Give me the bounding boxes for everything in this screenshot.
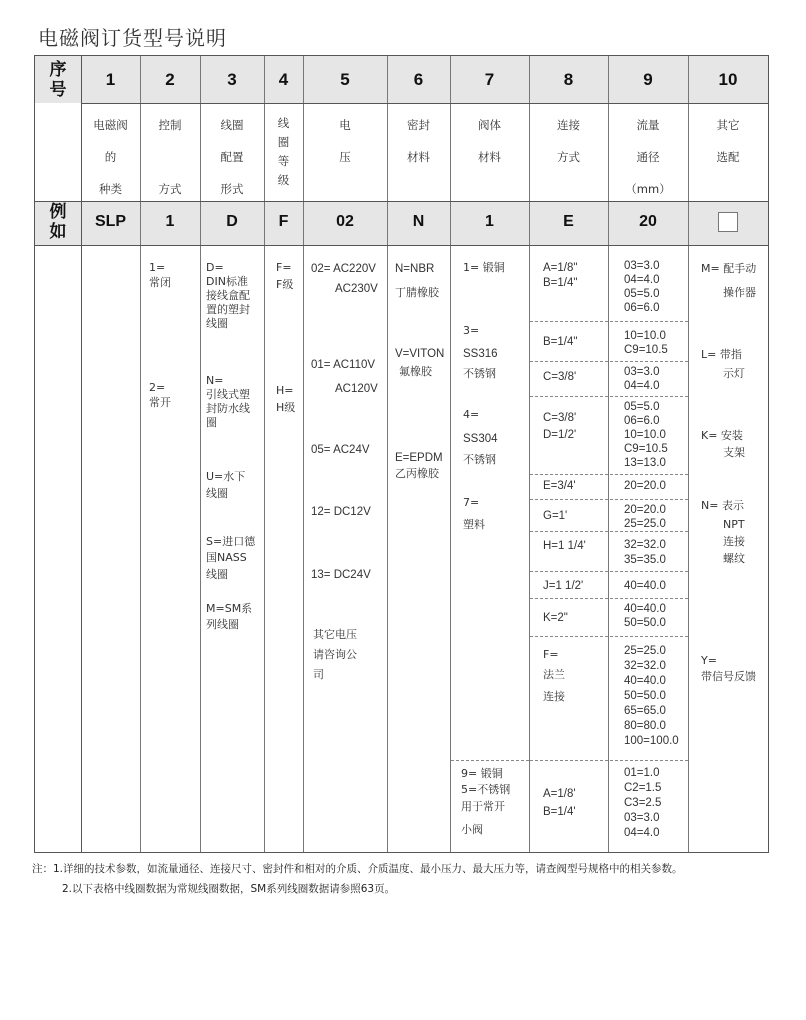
col9-item: 50=50.0 xyxy=(624,690,666,702)
col-divider xyxy=(303,56,304,852)
col-number: 8 xyxy=(563,70,574,89)
col5-item: 13= DC24V xyxy=(311,569,371,581)
col-number: 4 xyxy=(278,70,289,89)
col8-item: G=1' xyxy=(543,510,568,522)
col9-item: 05=5.0 xyxy=(624,401,660,413)
page-title: 电磁阀订货型号说明 xyxy=(38,26,227,50)
col3-item: 国NASS xyxy=(206,551,247,564)
col9-item: 35=35.0 xyxy=(624,554,666,566)
col5-item: 司 xyxy=(313,668,324,681)
col3-item: 接线盒配 xyxy=(206,289,250,302)
col9-item: 06=6.0 xyxy=(624,415,660,427)
col-divider xyxy=(387,56,388,852)
col8-item: J=1 1/2' xyxy=(543,580,584,592)
col4-item: H= xyxy=(276,384,294,397)
col9-item: 20=20.0 xyxy=(624,504,666,516)
col7-item: 7= xyxy=(463,496,480,509)
col9-item: 40=40.0 xyxy=(624,675,666,687)
col8-item: 连接 xyxy=(543,690,565,703)
dashed-divider xyxy=(530,499,688,500)
col8-item: K=2" xyxy=(543,612,568,624)
col10-item: K= 安装 xyxy=(701,429,743,442)
dashed-divider xyxy=(530,636,688,637)
col7-item: 不锈钢 xyxy=(463,367,496,380)
col6-item: 乙丙橡胶 xyxy=(395,467,439,480)
col-desc: 密封 材料 xyxy=(407,118,430,164)
col9-item: 03=3.0 xyxy=(624,812,660,824)
example-value: 20 xyxy=(639,213,657,230)
col-desc: 线圈 配置 形式 xyxy=(220,118,244,196)
col9-item: C2=1.5 xyxy=(624,782,662,794)
col6-item: 丁腈橡胶 xyxy=(395,286,439,299)
col4-item: F= xyxy=(276,261,292,274)
col2-item: 常闭 xyxy=(149,276,171,289)
col-desc: 连接 方式 xyxy=(557,118,580,164)
col3-item: 线圈 xyxy=(206,317,228,330)
col5-item: 请咨询公 xyxy=(313,648,357,661)
col9-item: 65=65.0 xyxy=(624,705,666,717)
col9-item: 03=3.0 xyxy=(624,260,660,272)
col5-item: AC120V xyxy=(335,383,378,395)
example-value: E xyxy=(563,213,574,230)
col10-item: 示灯 xyxy=(723,367,745,380)
col5-item: 其它电压 xyxy=(313,628,357,641)
col9-item: 20=20.0 xyxy=(624,480,666,492)
col3-item: N= xyxy=(206,374,224,387)
col10-item: Y= xyxy=(701,654,717,667)
row-divider xyxy=(81,103,768,104)
col7-item: 塑料 xyxy=(463,518,485,531)
col5-item: 01= AC110V xyxy=(311,359,376,371)
col9-item: 06=6.0 xyxy=(624,302,660,314)
col-desc: 其它 选配 xyxy=(716,118,740,164)
col5-item: AC230V xyxy=(335,283,378,295)
option-checkbox xyxy=(718,212,738,232)
col9-item: 100=100.0 xyxy=(624,735,679,747)
col4-item: F级 xyxy=(276,278,294,291)
col3-item: 封防水线 xyxy=(206,402,250,415)
col9-item: 10=10.0 xyxy=(624,330,666,342)
col6-item: 氟橡胶 xyxy=(399,365,432,378)
col-desc: 电 压 xyxy=(339,118,351,164)
col3-item: U=水下 xyxy=(206,470,246,483)
example-value: D xyxy=(226,213,238,230)
example-value: F xyxy=(278,213,289,230)
col-desc: 阀体 材料 xyxy=(478,118,501,164)
col8-item: B=1/4' xyxy=(543,806,576,818)
col9-item: 04=4.0 xyxy=(624,827,660,839)
col8-item: H=1 1/4' xyxy=(543,540,586,552)
col9-item: C9=10.5 xyxy=(624,344,668,356)
dashed-divider xyxy=(530,760,688,761)
col9-item: 05=5.0 xyxy=(624,288,660,300)
col3-item: 置的塑封 xyxy=(206,303,250,316)
col-number: 3 xyxy=(227,70,237,89)
dashed-divider xyxy=(530,571,688,572)
col10-item: L= 带指 xyxy=(701,348,742,361)
col3-item: D= xyxy=(206,261,224,274)
col9-item: C9=10.5 xyxy=(624,443,668,455)
col-desc: 控制 方式 xyxy=(158,118,182,196)
col8-item: C=3/8' xyxy=(543,371,577,383)
seq-label: 序号 xyxy=(49,60,67,100)
col-number: 10 xyxy=(718,70,738,89)
example-value: 1 xyxy=(165,213,175,230)
col-divider xyxy=(529,56,530,852)
col9-item: 25=25.0 xyxy=(624,645,666,657)
col9-item: 10=10.0 xyxy=(624,429,666,441)
col2-item: 2= xyxy=(149,381,166,394)
col7-item: 4= xyxy=(463,408,480,421)
col9-item: 50=50.0 xyxy=(624,617,666,629)
col3-item: M=SM系 xyxy=(206,602,253,615)
col7-item: SS316 xyxy=(463,348,498,360)
col10-item: N= 表示 xyxy=(701,499,744,512)
col3-item: 线圈 xyxy=(206,487,228,500)
col9-item: 25=25.0 xyxy=(624,518,666,530)
col9-item: 03=3.0 xyxy=(624,366,660,378)
dashed-divider xyxy=(530,396,688,397)
col9-item: 80=80.0 xyxy=(624,720,666,732)
col5-item: 12= DC12V xyxy=(311,506,371,518)
col7-item: 不锈钢 xyxy=(463,453,496,466)
dashed-divider xyxy=(530,531,688,532)
row-divider xyxy=(35,245,768,246)
col-number: 1 xyxy=(105,70,116,89)
col3-item: 列线圈 xyxy=(206,618,239,631)
col-number: 5 xyxy=(340,70,350,89)
col8-item: B=1/4" xyxy=(543,277,578,289)
col9-item: 01=1.0 xyxy=(624,767,660,779)
col-number: 9 xyxy=(643,70,653,89)
col8-item: E=3/4' xyxy=(543,480,576,492)
col3-item: DIN标准 xyxy=(206,275,248,288)
col3-item: S=进口德 xyxy=(206,535,256,548)
col8-item: 法兰 xyxy=(543,668,565,681)
col2-item: 常开 xyxy=(149,396,171,409)
col10-item: 带信号反馈 xyxy=(701,670,756,683)
col8-item: C=3/8' xyxy=(543,412,577,424)
col9-item: 13=13.0 xyxy=(624,457,666,469)
note-line-2: 2.以下表格中线圈数据为常规线圈数据，SM系列线圈数据请参照63页。 xyxy=(62,883,396,895)
col8-item: F= xyxy=(543,648,559,661)
col10-item: 螺纹 xyxy=(723,552,745,565)
col9-item: 40=40.0 xyxy=(624,603,666,615)
col-divider xyxy=(688,56,689,852)
col9-item: 32=32.0 xyxy=(624,539,666,551)
col7-item: 5=不锈钢 xyxy=(461,783,511,796)
col7-item: 3= xyxy=(463,324,480,337)
col7-item: 1= 锻铜 xyxy=(463,261,505,274)
col9-item: 40=40.0 xyxy=(624,580,666,592)
col7-item: SS304 xyxy=(463,433,498,445)
col8-item: D=1/2' xyxy=(543,429,577,441)
col9-item: 04=4.0 xyxy=(624,380,660,392)
col8-item: A=1/8' xyxy=(543,788,576,800)
example-value: 02 xyxy=(336,213,354,230)
dashed-divider xyxy=(451,760,529,761)
col-divider xyxy=(450,56,451,852)
col6-item: E=EPDM xyxy=(395,452,443,464)
col-number: 6 xyxy=(413,70,424,89)
col-desc: 流量 通径 （mm） xyxy=(625,118,671,196)
col9-item: 32=32.0 xyxy=(624,660,666,672)
col10-item: 连接 xyxy=(723,535,745,548)
col10-item: NPT xyxy=(723,518,745,531)
col8-item: A=1/8" xyxy=(543,262,578,274)
example-label: 例如 xyxy=(49,202,67,242)
dashed-divider xyxy=(530,598,688,599)
col3-item: 线圈 xyxy=(206,568,228,581)
dashed-divider xyxy=(530,361,688,362)
col10-item: 操作器 xyxy=(723,286,756,299)
order-code-table xyxy=(34,55,769,853)
col7-item: 9= 锻铜 xyxy=(461,767,503,780)
col6-item: V=VITON xyxy=(395,348,445,360)
example-value: 1 xyxy=(485,213,494,230)
col3-item: 引线式塑 xyxy=(206,388,250,401)
dashed-divider xyxy=(530,474,688,475)
col8-item: B=1/4" xyxy=(543,336,578,348)
col-number: 2 xyxy=(165,70,175,89)
col9-item: 04=4.0 xyxy=(624,274,660,286)
col-desc: 线圈等级 xyxy=(277,116,290,187)
col10-item: M= 配手动 xyxy=(701,262,757,275)
dashed-divider xyxy=(530,321,688,322)
col7-item: 用于常开 xyxy=(461,800,505,813)
col4-item: H级 xyxy=(276,401,296,414)
col3-item: 圈 xyxy=(206,416,217,429)
col6-item: N=NBR xyxy=(395,263,435,275)
example-value: SLP xyxy=(94,213,127,230)
col5-item: 02= AC220V xyxy=(311,263,376,275)
col-number: 7 xyxy=(484,70,495,89)
col9-item: C3=2.5 xyxy=(624,797,662,809)
col-desc: 电磁阀 的 种类 xyxy=(93,118,128,196)
col2-item: 1= xyxy=(149,261,166,274)
example-value: N xyxy=(412,213,425,230)
col5-item: 05= AC24V xyxy=(311,444,370,456)
col10-item: 支架 xyxy=(723,446,745,459)
col7-item: 小阀 xyxy=(461,823,483,836)
note-line-1: 注：1.详细的技术参数，如流量通径、连接尺寸、密封件和相对的介质、介质温度、最小压力、最大压力等，请查阀型号规格中的相关参数。 xyxy=(32,863,683,875)
